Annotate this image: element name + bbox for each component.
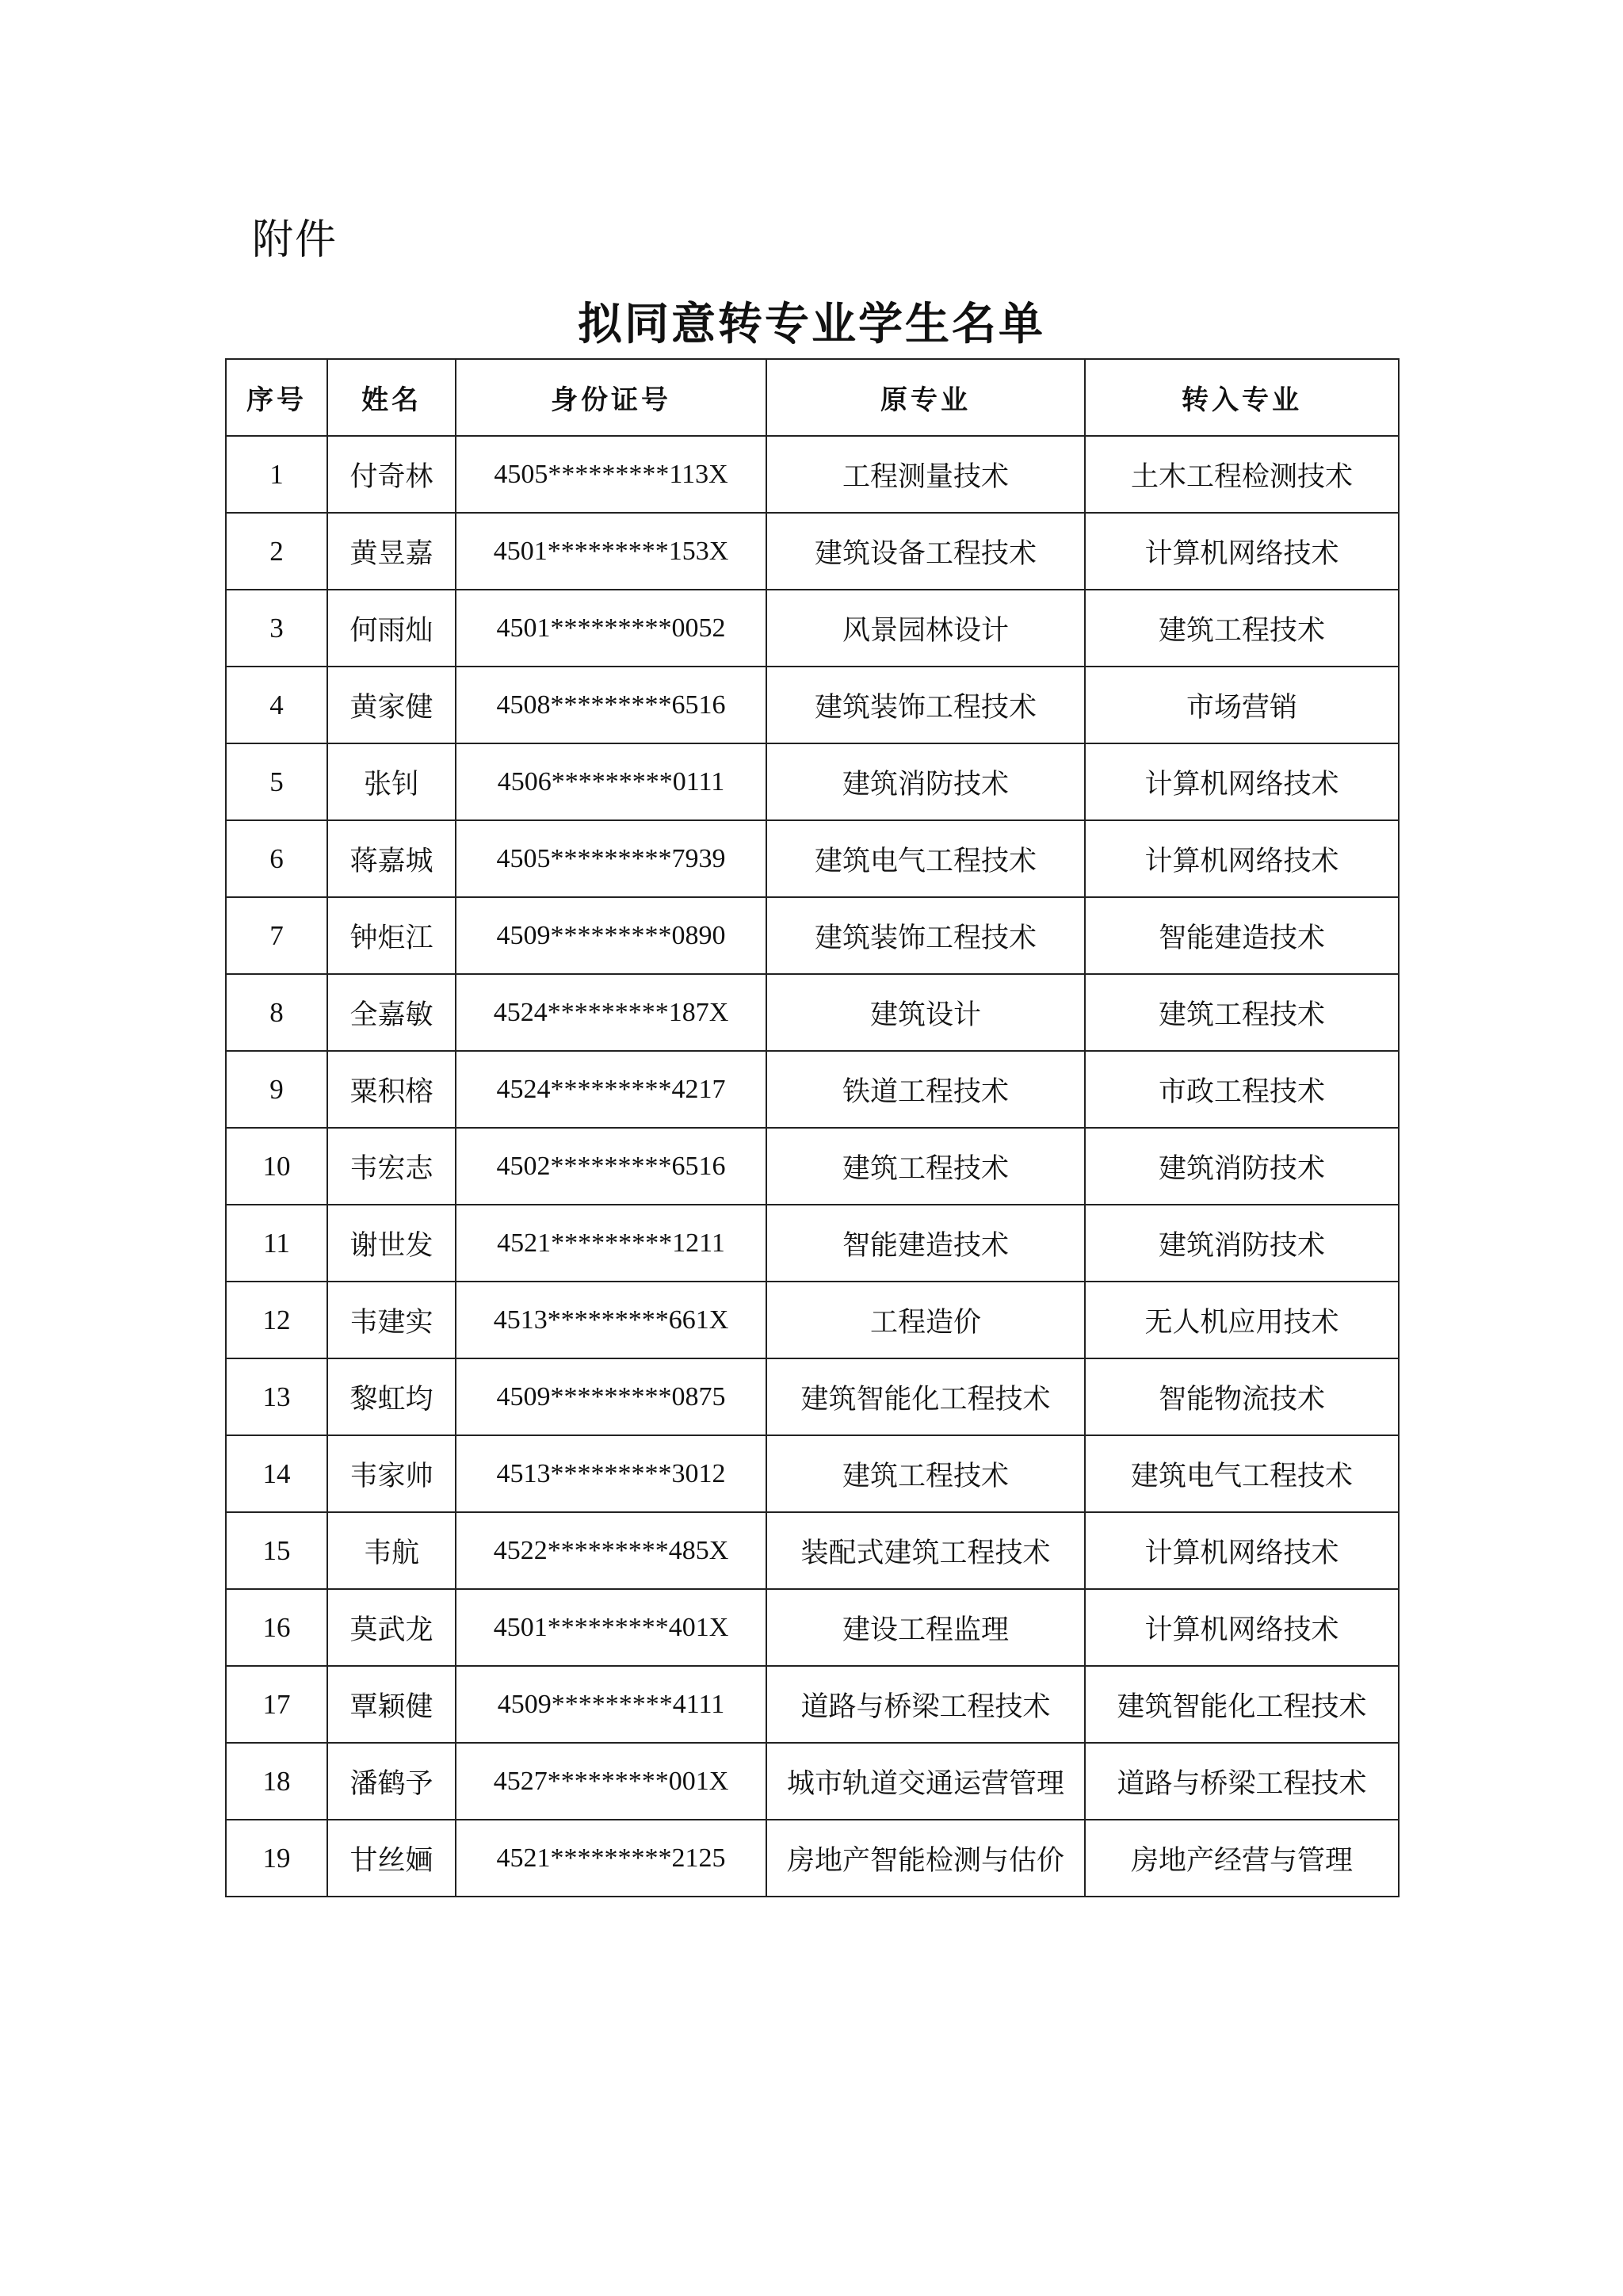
table-row (226, 1358, 1399, 1435)
cell-original-major: 工程造价 (766, 1282, 1085, 1358)
cell-new-major: 计算机网络技术 (1085, 1589, 1399, 1666)
cell-id-number: 4502*********6516 (456, 1128, 766, 1205)
cell-original-major: 铁道工程技术 (766, 1051, 1085, 1128)
cell-seq: 16 (226, 1589, 327, 1666)
table-row (226, 820, 1399, 897)
cell-original-major: 建筑电气工程技术 (766, 820, 1085, 897)
table-row (226, 743, 1399, 820)
attachment-label: 附件 (252, 216, 338, 264)
cell-seq: 18 (226, 1743, 327, 1820)
cell-name: 韦航 (327, 1512, 456, 1589)
table-row (226, 1205, 1399, 1282)
cell-id-number: 4521*********2125 (456, 1820, 766, 1897)
table-row (226, 436, 1399, 513)
cell-name: 韦建实 (327, 1282, 456, 1358)
cell-name: 蒋嘉城 (327, 820, 456, 897)
cell-seq: 15 (226, 1512, 327, 1589)
cell-seq: 8 (226, 974, 327, 1051)
cell-seq: 6 (226, 820, 327, 897)
cell-name: 钟炬江 (327, 897, 456, 974)
cell-original-major: 装配式建筑工程技术 (766, 1512, 1085, 1589)
cell-new-major: 建筑消防技术 (1085, 1205, 1399, 1282)
cell-name: 全嘉敏 (327, 974, 456, 1051)
cell-id-number: 4501*********0052 (456, 590, 766, 667)
cell-seq: 13 (226, 1358, 327, 1435)
cell-original-major: 建筑装饰工程技术 (766, 897, 1085, 974)
cell-new-major: 计算机网络技术 (1085, 820, 1399, 897)
cell-id-number: 4524*********4217 (456, 1051, 766, 1128)
header-original-major: 原专业 (766, 359, 1085, 436)
cell-id-number: 4513*********661X (456, 1282, 766, 1358)
cell-new-major: 市场营销 (1085, 667, 1399, 743)
cell-original-major: 城市轨道交通运营管理 (766, 1743, 1085, 1820)
cell-original-major: 建筑消防技术 (766, 743, 1085, 820)
cell-original-major: 风景园林设计 (766, 590, 1085, 667)
cell-original-major: 房地产智能检测与估价 (766, 1820, 1085, 1897)
cell-new-major: 市政工程技术 (1085, 1051, 1399, 1128)
cell-new-major: 道路与桥梁工程技术 (1085, 1743, 1399, 1820)
cell-seq: 7 (226, 897, 327, 974)
cell-id-number: 4508*********6516 (456, 667, 766, 743)
header-seq: 序号 (226, 359, 327, 436)
header-new-major: 转入专业 (1085, 359, 1399, 436)
cell-name: 谢世发 (327, 1205, 456, 1282)
cell-name: 张钊 (327, 743, 456, 820)
cell-id-number: 4506*********0111 (456, 743, 766, 820)
cell-seq: 11 (226, 1205, 327, 1282)
cell-name: 潘鹤予 (327, 1743, 456, 1820)
header-id-number: 身份证号 (456, 359, 766, 436)
cell-seq: 10 (226, 1128, 327, 1205)
document-title: 拟同意转专业学生名单 (578, 299, 1045, 350)
cell-seq: 12 (226, 1282, 327, 1358)
cell-id-number: 4527*********001X (456, 1743, 766, 1820)
cell-original-major: 建筑智能化工程技术 (766, 1358, 1085, 1435)
cell-name: 粟积榕 (327, 1051, 456, 1128)
cell-new-major: 计算机网络技术 (1085, 743, 1399, 820)
cell-name: 黄家健 (327, 667, 456, 743)
cell-seq: 14 (226, 1435, 327, 1512)
cell-name: 莫武龙 (327, 1589, 456, 1666)
cell-seq: 3 (226, 590, 327, 667)
cell-seq: 4 (226, 667, 327, 743)
cell-new-major: 建筑电气工程技术 (1085, 1435, 1399, 1512)
table-row (226, 1512, 1399, 1589)
cell-new-major: 建筑工程技术 (1085, 974, 1399, 1051)
table-row (226, 513, 1399, 590)
cell-id-number: 4521*********1211 (456, 1205, 766, 1282)
cell-seq: 2 (226, 513, 327, 590)
cell-original-major: 道路与桥梁工程技术 (766, 1666, 1085, 1743)
cell-original-major: 建筑装饰工程技术 (766, 667, 1085, 743)
cell-name: 韦宏志 (327, 1128, 456, 1205)
table-row (226, 1051, 1399, 1128)
cell-id-number: 4509*********0875 (456, 1358, 766, 1435)
cell-original-major: 智能建造技术 (766, 1205, 1085, 1282)
table-row (226, 897, 1399, 974)
cell-name: 黄昱嘉 (327, 513, 456, 590)
table-row (226, 1666, 1399, 1743)
table-row (226, 1589, 1399, 1666)
table-header-row (226, 359, 1399, 436)
cell-id-number: 4524*********187X (456, 974, 766, 1051)
cell-new-major: 智能建造技术 (1085, 897, 1399, 974)
cell-original-major: 建设工程监理 (766, 1589, 1085, 1666)
cell-id-number: 4513*********3012 (456, 1435, 766, 1512)
cell-seq: 9 (226, 1051, 327, 1128)
cell-seq: 17 (226, 1666, 327, 1743)
cell-original-major: 建筑工程技术 (766, 1435, 1085, 1512)
table-row (226, 667, 1399, 743)
cell-new-major: 计算机网络技术 (1085, 1512, 1399, 1589)
table-row (226, 1435, 1399, 1512)
table-row (226, 1282, 1399, 1358)
table-row (226, 1820, 1399, 1897)
cell-new-major: 计算机网络技术 (1085, 513, 1399, 590)
cell-original-major: 建筑工程技术 (766, 1128, 1085, 1205)
cell-id-number: 4505*********7939 (456, 820, 766, 897)
table-row (226, 590, 1399, 667)
table-row (226, 1743, 1399, 1820)
cell-name: 甘丝婳 (327, 1820, 456, 1897)
cell-original-major: 建筑设备工程技术 (766, 513, 1085, 590)
cell-id-number: 4501*********153X (456, 513, 766, 590)
cell-name: 何雨灿 (327, 590, 456, 667)
cell-seq: 19 (226, 1820, 327, 1897)
cell-name: 韦家帅 (327, 1435, 456, 1512)
cell-id-number: 4509*********4111 (456, 1666, 766, 1743)
table-row (226, 974, 1399, 1051)
cell-seq: 1 (226, 436, 327, 513)
header-name: 姓名 (327, 359, 456, 436)
student-transfer-table (225, 358, 1400, 1897)
cell-seq: 5 (226, 743, 327, 820)
cell-new-major: 建筑智能化工程技术 (1085, 1666, 1399, 1743)
cell-id-number: 4522*********485X (456, 1512, 766, 1589)
cell-id-number: 4505*********113X (456, 436, 766, 513)
cell-new-major: 智能物流技术 (1085, 1358, 1399, 1435)
cell-new-major: 无人机应用技术 (1085, 1282, 1399, 1358)
cell-id-number: 4501*********401X (456, 1589, 766, 1666)
cell-original-major: 建筑设计 (766, 974, 1085, 1051)
cell-new-major: 土木工程检测技术 (1085, 436, 1399, 513)
table-row (226, 1128, 1399, 1205)
cell-original-major: 工程测量技术 (766, 436, 1085, 513)
cell-new-major: 房地产经营与管理 (1085, 1820, 1399, 1897)
cell-new-major: 建筑工程技术 (1085, 590, 1399, 667)
cell-name: 付奇林 (327, 436, 456, 513)
cell-new-major: 建筑消防技术 (1085, 1128, 1399, 1205)
cell-id-number: 4509*********0890 (456, 897, 766, 974)
cell-name: 覃颖健 (327, 1666, 456, 1743)
table-body (226, 436, 1399, 1897)
cell-name: 黎虹均 (327, 1358, 456, 1435)
